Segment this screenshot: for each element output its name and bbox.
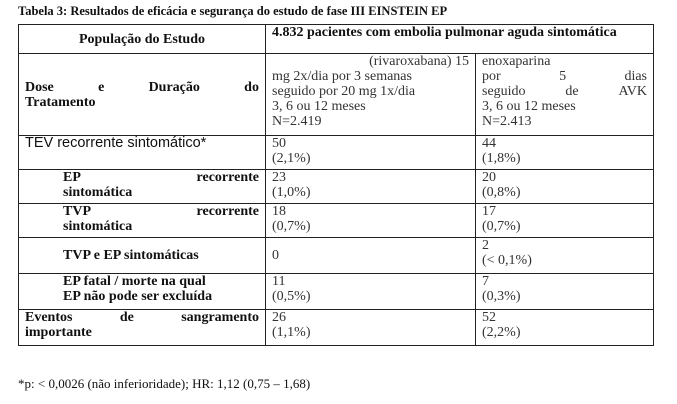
riva-value (266, 204, 476, 238)
dose-label-word-duracao: Duração (148, 79, 200, 95)
riva-percent: (2,1%) (272, 151, 311, 166)
enox-word-por: por (482, 69, 501, 84)
table-caption: Tabela 3: Resultados de eficácia e segurança do estudo de fase III EINSTEIN EP (18, 4, 448, 18)
dose-label-word-e: e (98, 79, 105, 95)
row-label-line2: sintomática (63, 185, 133, 200)
enox-value (476, 204, 654, 238)
table-row (19, 274, 654, 310)
riva-count: 50 (272, 136, 286, 151)
enox-percent: (0,8%) (482, 185, 521, 200)
riva-percent: (0,7%) (272, 219, 311, 234)
enox-count: 7 (482, 274, 489, 289)
label-word-ep: EP (63, 170, 81, 185)
enox-percent: (0,3%) (482, 289, 521, 304)
table-row (19, 310, 654, 346)
enox-value (476, 136, 654, 170)
riva-count: 0 (272, 248, 279, 263)
enox-count: 52 (482, 310, 496, 325)
label-word-tvp: TVP (63, 204, 91, 219)
enox-count: 44 (482, 136, 496, 151)
enox-word-dias: dias (624, 69, 648, 84)
row-label (19, 310, 266, 346)
enox-percent: (2,2%) (482, 325, 521, 340)
table-row (19, 238, 654, 274)
riva-value (266, 238, 476, 274)
enox-value (476, 238, 654, 274)
enox-dose-line2 (482, 69, 647, 84)
riva-value (266, 274, 476, 310)
enox-percent: (1,8%) (482, 151, 521, 166)
row-label-line2: EP não pode ser excluída (63, 289, 213, 304)
riva-count: 11 (272, 274, 286, 289)
row-label (19, 274, 266, 310)
riva-dose-line4: 3, 6 ou 12 meses (272, 99, 366, 114)
enox-dose-line3 (482, 84, 647, 99)
enox-dose-line4: 3, 6 ou 12 meses (482, 99, 576, 114)
dose-label-line1 (25, 80, 259, 95)
enox-word-de: de (565, 84, 579, 99)
row-label-line1 (63, 204, 259, 219)
riva-percent: (1,1%) (272, 325, 311, 340)
row-label: TEV recorrente sintomático* (19, 136, 266, 170)
riva-percent: (1,0%) (272, 185, 311, 200)
row-label-line1 (63, 170, 259, 185)
enox-percent: (0,7%) (482, 219, 521, 234)
table-row (19, 136, 654, 170)
results-table (18, 24, 654, 346)
enox-word-avk: AVK (618, 84, 647, 99)
rivaroxaban-dose (266, 54, 476, 136)
riva-count: 23 (272, 170, 286, 185)
row-label-line2: importante (25, 325, 92, 340)
riva-dose-line3: seguido por 20 mg 1x/dia (272, 84, 416, 99)
riva-count: 26 (272, 310, 286, 325)
footnote: *p: < 0,0026 (não inferioridade); HR: 1,12 (0,75 – 1,68) (18, 376, 311, 391)
riva-value (266, 170, 476, 204)
row-label: TVP e EP sintomáticas (19, 238, 266, 274)
enox-count: 17 (482, 204, 496, 219)
patients-header: 4.832 pacientes com embolia pulmonar aguda sintomática (266, 25, 654, 54)
riva-n: N=2.419 (272, 114, 322, 129)
population-header: População do Estudo (19, 25, 266, 54)
header-row (19, 25, 654, 54)
row-label-line1: EP fatal / morte na qual (63, 274, 206, 289)
dose-label-word-dose: Dose (25, 79, 54, 95)
label-word-recorrente: recorrente (196, 204, 259, 219)
dose-label-line2: Tratamento (25, 94, 96, 110)
riva-count: 18 (272, 204, 286, 219)
enox-value (476, 274, 654, 310)
enox-count: 20 (482, 170, 496, 185)
dose-label-word-do: do (244, 79, 259, 95)
table-row (19, 170, 654, 204)
enox-value (476, 170, 654, 204)
dose-row (19, 54, 654, 136)
enox-percent: (< 0,1%) (482, 253, 532, 268)
enox-n: N=2.413 (482, 114, 532, 129)
dose-label (19, 54, 266, 136)
enox-word-seguido: seguido (482, 84, 526, 99)
enox-dose-line1: enoxaparina (482, 54, 551, 69)
enox-value (476, 310, 654, 346)
riva-dose-line1: (rivaroxabana) 15 (369, 54, 469, 69)
riva-value (266, 310, 476, 346)
row-label-line2: sintomática (63, 219, 133, 234)
riva-value (266, 136, 476, 170)
row-label (19, 204, 266, 238)
label-word-recorrente: recorrente (196, 170, 259, 185)
enox-count: 2 (482, 238, 489, 253)
row-label (19, 170, 266, 204)
enoxaparin-dose (476, 54, 654, 136)
enox-word-5: 5 (559, 69, 567, 84)
table-row (19, 204, 654, 238)
row-label-line1: Eventos de sangramento (25, 310, 259, 325)
riva-dose-line2: mg 2x/dia por 3 semanas (272, 69, 412, 84)
riva-percent: (0,5%) (272, 289, 311, 304)
